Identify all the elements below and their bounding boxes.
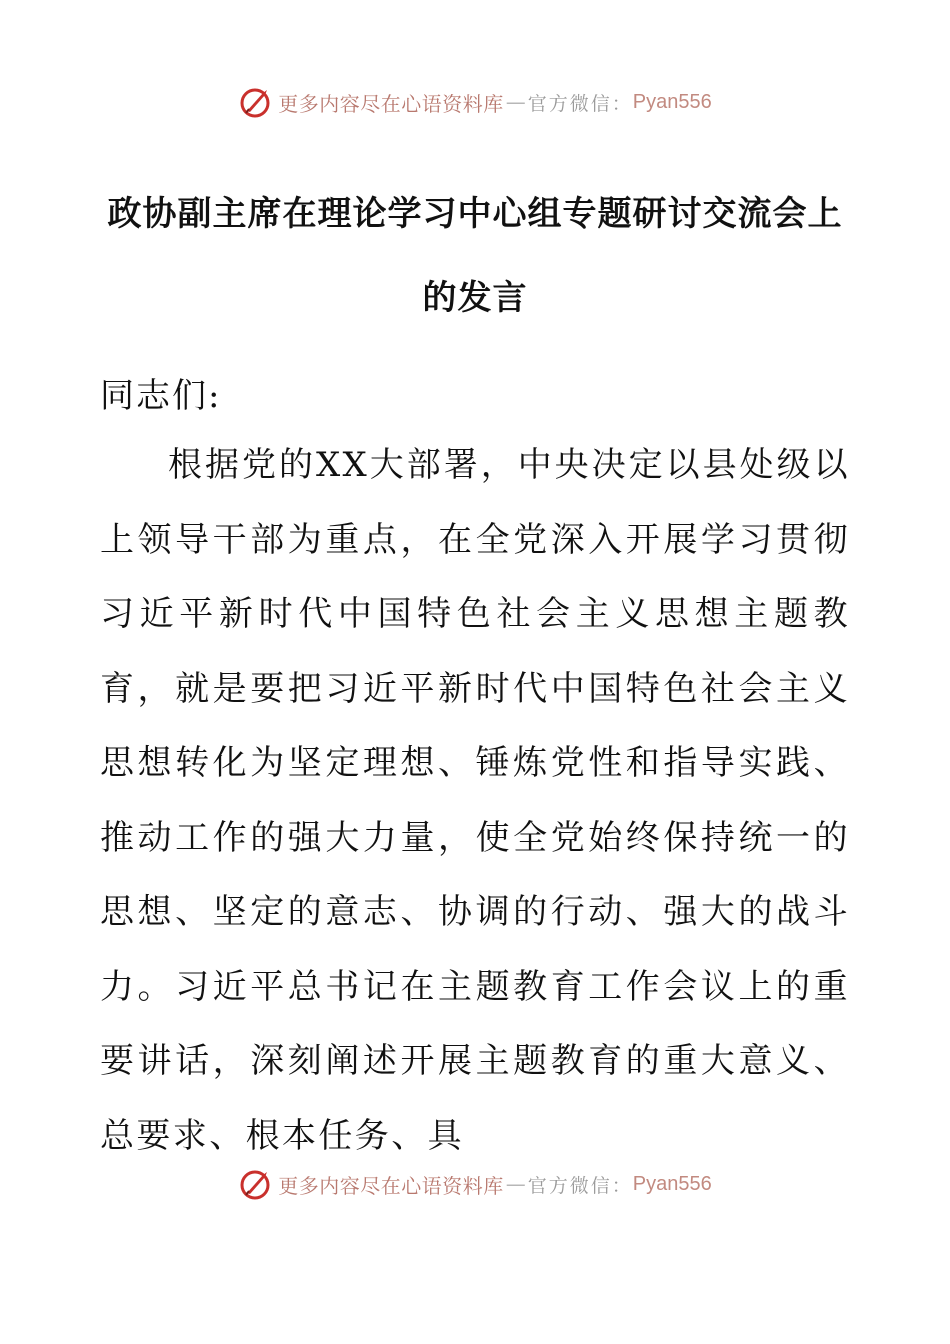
- document-title: 政协副主席在理论学习中心组专题研讨交流会上的发言: [107, 194, 843, 318]
- quill-pen-logo-icon: [238, 1166, 274, 1202]
- watermark-wechat-id: Pyan556: [632, 1172, 712, 1195]
- watermark-official-label: 官方微信：: [527, 1174, 633, 1197]
- salutation: 同志们:: [100, 376, 222, 416]
- watermark-dash: —: [505, 1172, 526, 1196]
- body-paragraph: 根据党的XX大部署，中央决定以县处级以上领导干部为重点，在全党深入开展学习贯彻习近平新时代中国特色社会主义思想主题教育，就是要把习近平新时代中国特色社会主义思想转化为坚定理想、锤炼党性和指导实践、推动工作的强大力量，使全党始终保持统一的思想、坚定的意志、协调的行动、强大的战斗力。习近平总书记在主题教育工作会议上的重要讲话，深刻阐述开展主题教育的重大意义、总要求、根本任务、具: [100, 445, 850, 1156]
- watermark-site-text: 更多内容尽在心语资料库: [278, 91, 504, 116]
- watermark-dash: —: [505, 90, 526, 114]
- watermark-official-label: 官方微信：: [527, 92, 633, 115]
- quill-pen-logo-icon: [238, 84, 274, 120]
- watermark-site-text: 更多内容尽在心语资料库: [278, 1173, 504, 1198]
- watermark-header: [0, 80, 950, 124]
- watermark-wechat-id: Pyan556: [632, 90, 712, 113]
- watermark-footer: [0, 1162, 950, 1206]
